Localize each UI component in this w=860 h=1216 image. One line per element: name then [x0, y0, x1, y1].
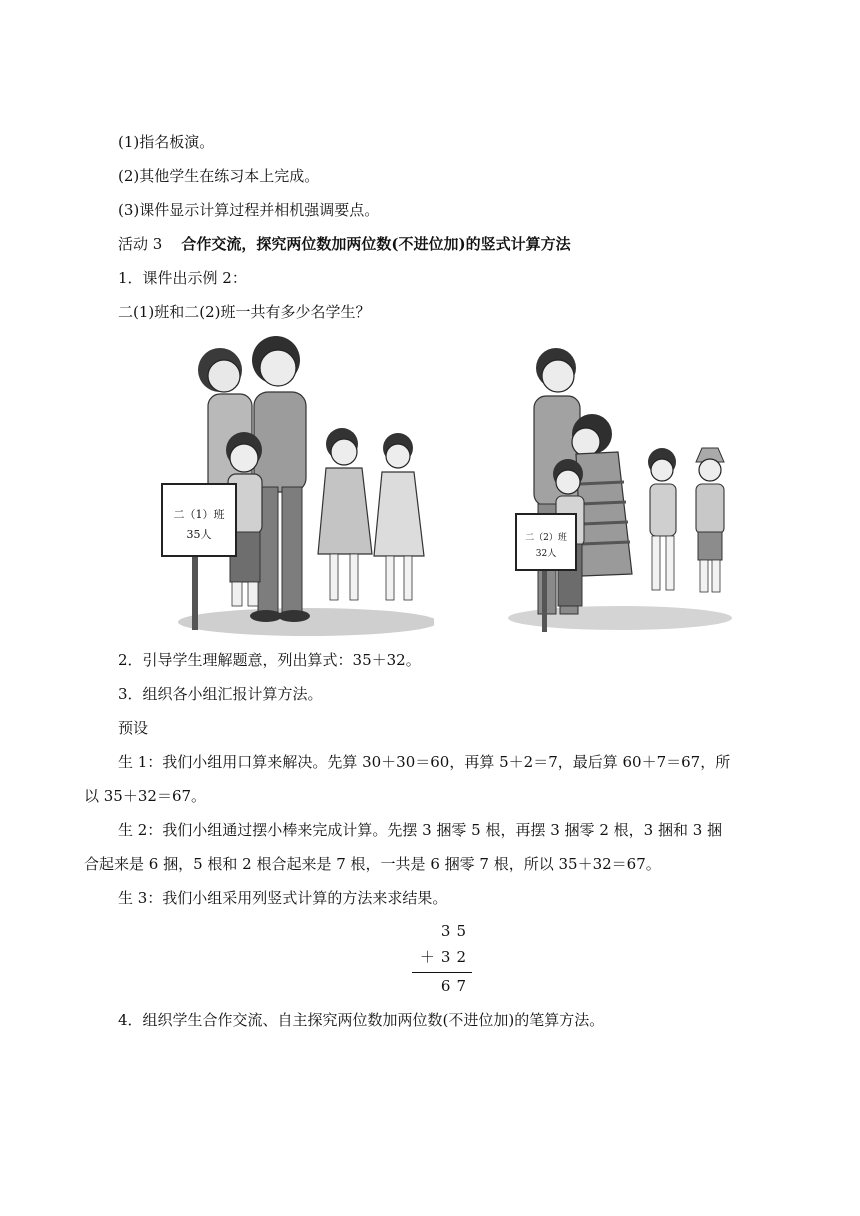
vertical-calculation: [412, 918, 472, 999]
step-2: (2)其他学生在练习本上完成。: [118, 167, 320, 185]
class-2-illustration: [500, 344, 736, 634]
step-3: (3)课件显示计算过程并相机强调要点。: [118, 201, 380, 219]
calc-addend: ＋32: [419, 948, 472, 966]
student-1-line-2: 以 35＋32＝67。: [84, 787, 207, 805]
calc-result: 67: [440, 977, 472, 995]
class-1-sign-line2: 35人: [186, 528, 212, 541]
class-2-sign-line2: 32人: [535, 549, 557, 559]
item-4: 4．组织学生合作交流、自主探究两位数加两位数(不进位加)的笔算方法。: [118, 1011, 605, 1029]
class-1-sign-line1: 二（1）班: [173, 508, 225, 521]
student-2-line-1: 生 2：我们小组通过摆小棒来完成计算。先摆 3 捆零 5 根，再摆 3 捆零 2 根，3 捆和 3 捆: [118, 821, 723, 839]
student-3-text: 生 3：我们小组采用列竖式计算的方法来求结果。: [118, 889, 448, 907]
question-text: 二(1)班和二(2)班一共有多少名学生？: [118, 303, 371, 321]
item-2: 2．引导学生理解题意，列出算式：35＋32。: [118, 651, 421, 669]
student-2-line-2: 合起来是 6 捆，5 根和 2 根合起来是 7 根，一共是 6 捆零 7 根，所以 35＋32＝67。: [84, 855, 661, 873]
class-2-sign-line1: 二（2）班: [525, 533, 567, 543]
item-3: 3．组织各小组汇报计算方法。: [118, 685, 323, 703]
preset-label: 预设: [118, 719, 149, 737]
student-1-line-1: 生 1：我们小组用口算来解决。先算 30＋30＝60，再算 5＋2＝7，最后算 60＋7＝67，所: [118, 753, 731, 771]
calc-top: 35: [440, 922, 472, 940]
item-1: 1．课件出示例 2：: [118, 269, 247, 287]
step-1: (1)指名板演。: [118, 133, 215, 151]
class-1-illustration: [158, 332, 434, 640]
activity-heading: [118, 234, 571, 254]
activity-title: 合作交流，探究两位数加两位数(不进位加)的竖式计算方法: [181, 235, 571, 253]
activity-label: 活动 3: [118, 235, 163, 253]
